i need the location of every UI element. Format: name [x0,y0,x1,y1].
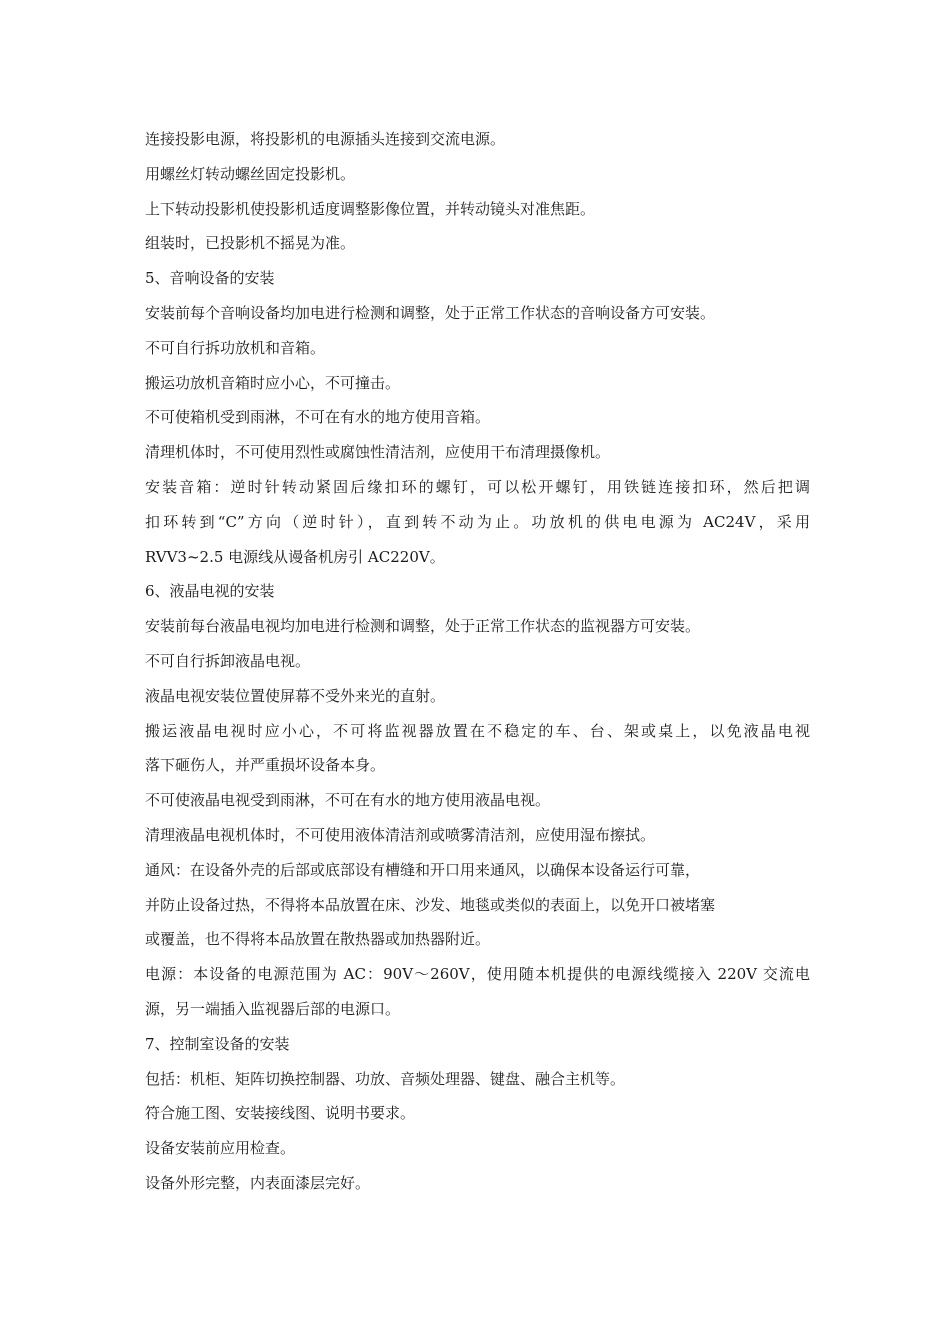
text-line: 落下砸伤人，并严重损坏设备本身。 [145,756,386,775]
text-line: 符合施工图、安装接线图、说明书要求。 [145,1104,416,1123]
text-line: 搬运液晶电视时应小心，不可将监视器放置在不稳定的车、台、架或桌上，以免液晶电视 [145,721,810,740]
text-line: 包括：机柜、矩阵切换控制器、功放、音频处理器、键盘、融合主机等。 [145,1069,626,1088]
text-line: 不可使箱机受到雨淋，不可在有水的地方使用音箱。 [145,408,491,427]
text-line: 清理机体时，不可使用烈性或腐蚀性清洁剂，应使用干布清理摄像机。 [145,443,611,462]
text-line: 不可自行拆功放机和音箱。 [145,338,326,357]
text-line: 或覆盖，也不得将本品放置在散热器或加热器附近。 [145,930,491,949]
text-line: 组装时，已投影机不摇晃为准。 [145,234,356,253]
text-line: RVV3~2.5 电源线从谩备机房引 AC220V。 [145,547,445,566]
section-heading-5: 5、音响设备的安装 [145,269,275,288]
section-heading-7: 7、控制室设备的安装 [145,1034,290,1053]
text-line: 用螺丝灯转动螺丝固定投影机。 [145,164,356,183]
text-line: 液晶电视安装位置使屏幕不受外来光的直射。 [145,686,446,705]
text-line: 设备安装前应用检查。 [145,1139,296,1158]
text-line: 并防止设备过热，不得将本品放置在床、沙发、地毯或类似的表面上，以免开口被堵塞 [145,895,716,914]
text-line: 不可使液晶电视受到雨淋，不可在有水的地方使用液晶电视。 [145,791,551,810]
text-line: 搬运功放机音箱时应小心，不可撞击。 [145,373,401,392]
section-heading-6: 6、液晶电视的安装 [145,582,275,601]
text-line: 清理液晶电视机体时，不可使用液体清洁剂或喷雾清洁剂，应使用湿布擦拭。 [145,825,656,844]
text-line: 连接投影电源，将投影机的电源插头连接到交流电源。 [145,130,506,148]
text-line: 上下转动投影机使投影机适度调整影像位置，并转动镜头对准焦距。 [145,199,596,218]
text-line: 通风：在设备外壳的后部或底部设有槽缝和开口用来通风，以确保本设备运行可靠， [145,860,701,879]
text-line: 安装音箱：逆时针转动紧固后缘扣环的螺钉，可以松开螺钉，用铁链连接扣环，然后把调 [145,477,810,496]
text-line: 扣环转到“C”方向（逆时针），直到转不动为止。功放机的供电电源为 AC24V，采用 [145,512,810,531]
text-line: 安装前每台液晶电视均加电进行检测和调整，处于正常工作状态的监视器方可安装。 [145,617,701,636]
document-body [145,125,810,1204]
text-line: 电源：本设备的电源范围为 AC：90V～260V，使用随本机提供的电源线缆接入 220V 交流电 [145,965,810,984]
text-line: 源，另一端插入监视器后部的电源口。 [145,999,401,1018]
text-line: 设备外形完整，内表面漆层完好。 [145,1173,371,1192]
text-line: 不可自行拆卸液晶电视。 [145,651,311,670]
text-line: 安装前每个音响设备均加电进行检测和调整，处于正常工作状态的音响设备方可安装。 [145,303,716,322]
